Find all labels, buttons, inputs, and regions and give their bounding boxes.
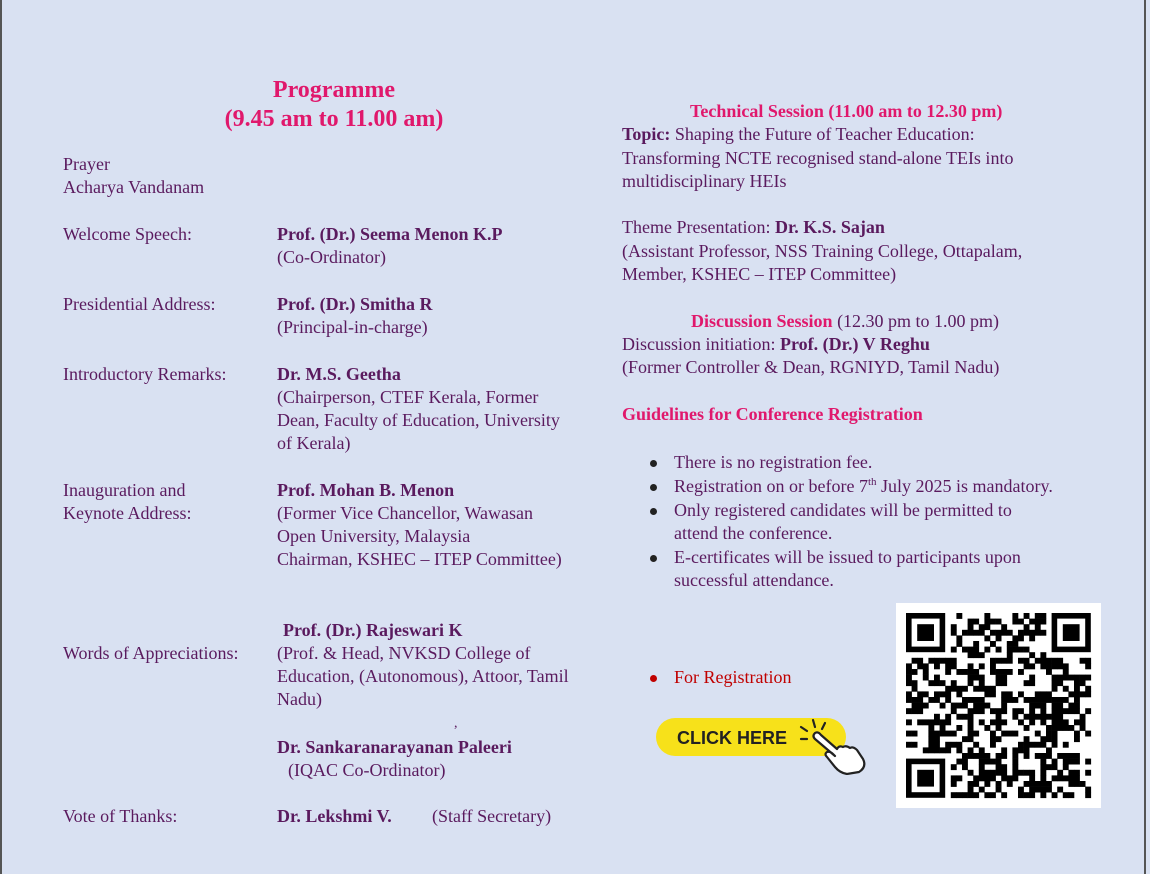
discussion-init-detail: (Former Controller & Dean, RGNIYD, Tamil Nadu) xyxy=(622,357,1000,377)
programme-title: Programme xyxy=(272,77,396,103)
appreciation-detail-1: (Prof. & Head, NVKSD College of xyxy=(277,643,531,663)
theme-label: Theme Presentation: xyxy=(622,217,775,237)
technical-heading: Technical Session (11.00 am to 12.30 pm) xyxy=(690,101,1003,121)
presidential-name: Prof. (Dr.) Smitha R xyxy=(277,294,433,314)
programme-time: (9.45 am to 11.00 am) xyxy=(224,106,444,132)
inauguration-detail-3: Chairman, KSHEC – ITEP Committee) xyxy=(277,549,562,569)
welcome-name: Prof. (Dr.) Seema Menon K.P xyxy=(277,224,503,244)
registration-link[interactable]: For Registration xyxy=(674,667,792,687)
inauguration-detail-2: Open University, Malaysia xyxy=(277,526,471,546)
discussion-init-name: Prof. (Dr.) V Reghu xyxy=(780,334,930,354)
introductory-detail-1: (Chairperson, CTEF Kerala, Former xyxy=(277,387,539,407)
introductory-label: Introductory Remarks: xyxy=(63,364,227,384)
discussion-heading-line xyxy=(691,310,999,333)
click-here-button[interactable] xyxy=(655,715,867,775)
discussion-init-line xyxy=(622,333,930,356)
guideline-item: E-certificates will be issued to participants upon successful attendance. xyxy=(648,546,1053,592)
theme-name: Dr. K.S. Sajan xyxy=(774,217,885,237)
discussion-time: (12.30 pm to 1.00 pm) xyxy=(832,311,1000,331)
inauguration-name: Prof. Mohan B. Menon xyxy=(277,480,455,500)
guideline-item: There is no registration fee. xyxy=(648,451,1053,474)
introductory-detail-2: Dean, Faculty of Education, University xyxy=(277,410,560,430)
introductory-detail-3: of Kerala) xyxy=(277,433,351,453)
discussion-heading: Discussion Session xyxy=(691,311,833,331)
stray-comma: , xyxy=(454,716,458,731)
guideline-item: Registration on or before 7th July 2025 is mandatory. xyxy=(648,475,1053,498)
presidential-label: Presidential Address: xyxy=(63,294,216,314)
inauguration-label-2: Keynote Address: xyxy=(63,503,192,523)
qr-code-icon xyxy=(896,603,1101,808)
topic-label: Topic: xyxy=(622,124,671,144)
introductory-name: Dr. M.S. Geetha xyxy=(277,364,401,384)
welcome-label: Welcome Speech: xyxy=(63,224,192,244)
topic-line-1 xyxy=(622,123,975,146)
appreciation-label: Words of Appreciations: xyxy=(63,643,239,663)
acharya-label: Acharya Vandanam xyxy=(63,177,205,197)
theme-detail-1: (Assistant Professor, NSS Training College, Ottapalam, xyxy=(622,241,1023,261)
presidential-detail: (Principal-in-charge) xyxy=(277,317,428,337)
inauguration-detail-1: (Former Vice Chancellor, Wawasan xyxy=(277,503,533,523)
topic-text-1: Shaping the Future of Teacher Education: xyxy=(670,124,975,144)
topic-line-3: multidisciplinary HEIs xyxy=(622,171,787,191)
appreciation-name-2: Dr. Sankaranarayanan Paleeri xyxy=(277,737,512,757)
guidelines-heading: Guidelines for Conference Registration xyxy=(622,404,923,424)
welcome-detail: (Co-Ordinator) xyxy=(277,247,386,267)
registration-qr-code[interactable] xyxy=(896,603,1101,808)
click-here-label: CLICK HERE xyxy=(677,728,788,748)
prayer-label: Prayer xyxy=(63,154,110,174)
vote-detail: (Staff Secretary) xyxy=(432,806,552,826)
vote-label: Vote of Thanks: xyxy=(63,806,178,826)
inauguration-label-1: Inauguration and xyxy=(63,480,186,500)
discussion-init-label: Discussion initiation: xyxy=(622,334,781,354)
appreciation-detail-4: (IQAC Co-Ordinator) xyxy=(288,760,446,780)
appreciation-name-1: Prof. (Dr.) Rajeswari K xyxy=(283,620,463,640)
registration-item[interactable] xyxy=(648,666,792,689)
guidelines-list xyxy=(648,451,1053,592)
topic-line-2: Transforming NCTE recognised stand-alone TEIs into xyxy=(622,148,1014,168)
vote-name: Dr. Lekshmi V. xyxy=(277,806,392,826)
registration-list xyxy=(648,666,792,689)
appreciation-detail-3: Nadu) xyxy=(277,689,322,709)
theme-line xyxy=(622,216,885,239)
appreciation-detail-2: Education, (Autonomous), Attoor, Tamil xyxy=(277,666,569,686)
theme-detail-2: Member, KSHEC – ITEP Committee) xyxy=(622,264,897,284)
guideline-item: Only registered candidates will be permitted to attend the conference. xyxy=(648,499,1053,545)
